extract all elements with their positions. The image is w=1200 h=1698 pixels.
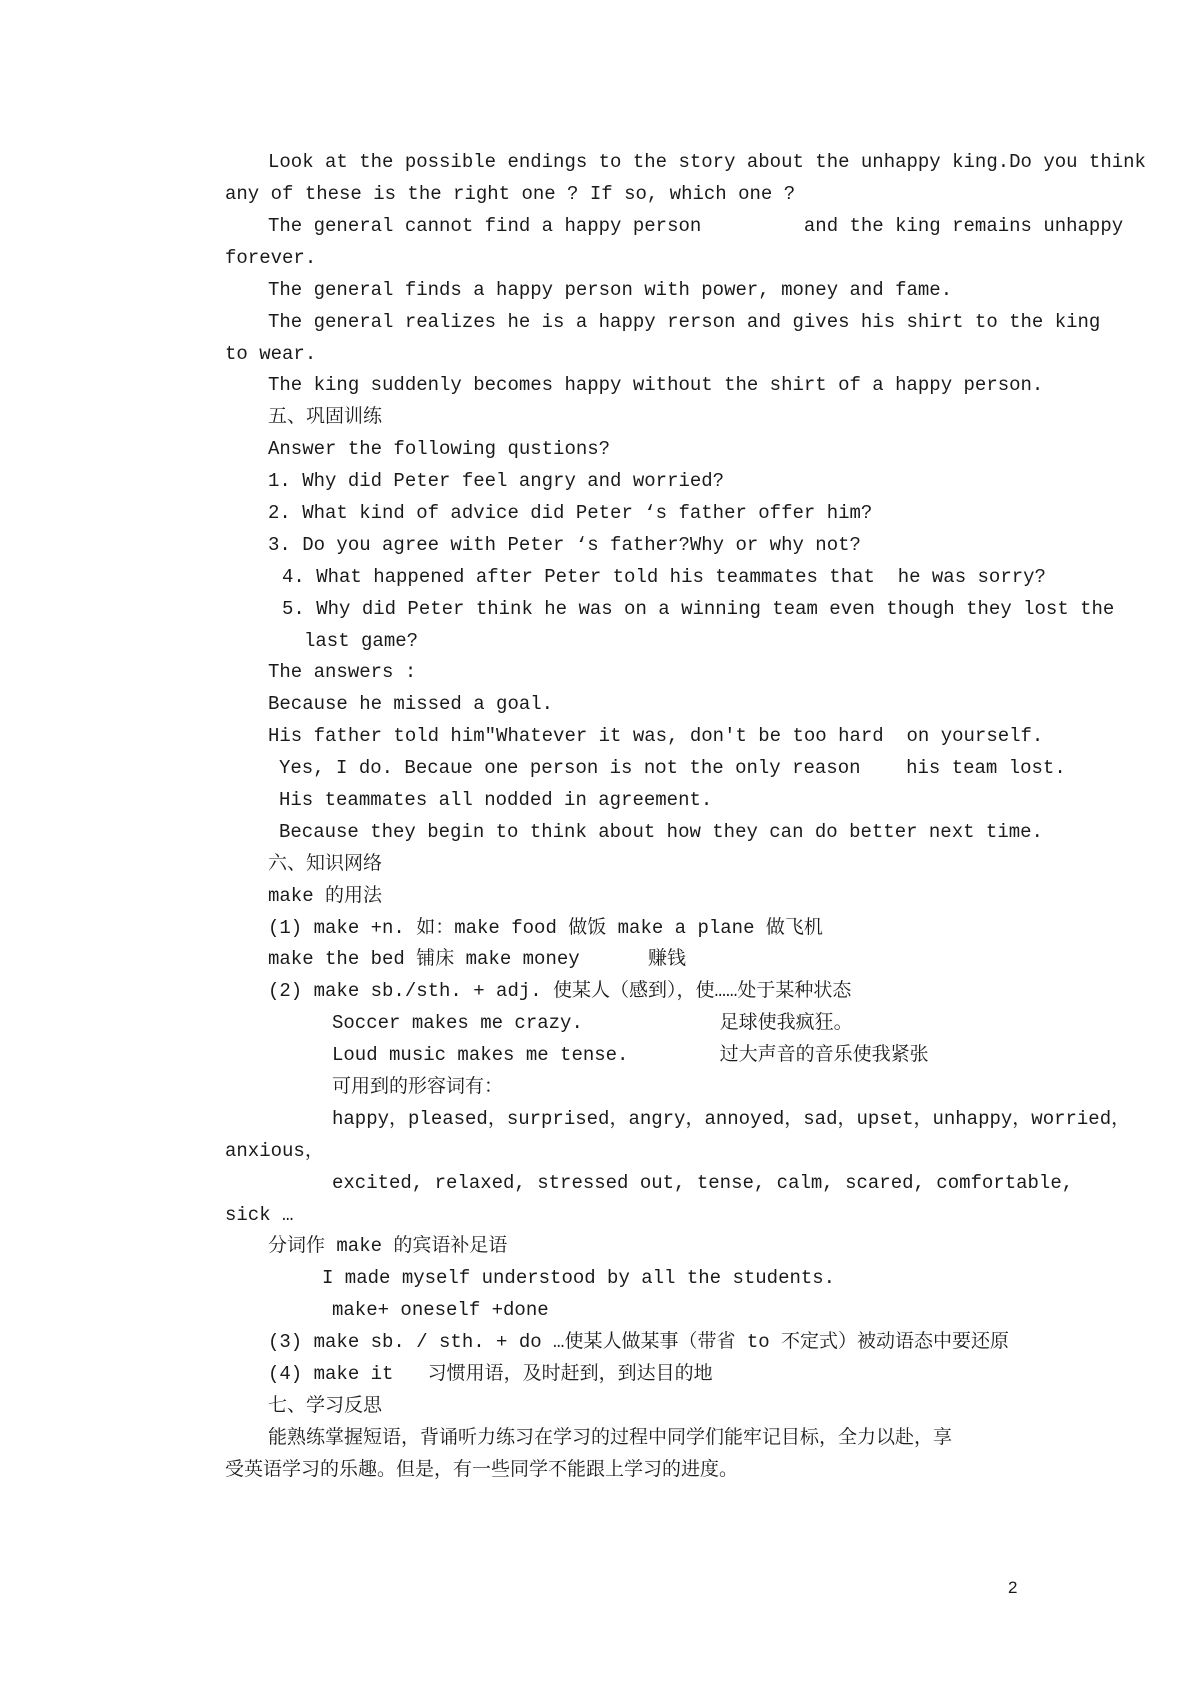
- text-line: 受英语学习的乐趣。但是，有一些同学不能跟上学习的进度。: [225, 1459, 739, 1481]
- text-line: Answer the following qustions?: [268, 438, 611, 460]
- text-line: make+ oneself +done: [332, 1299, 549, 1321]
- question-item: 2. What kind of advice did Peter ‘s father offer him?: [268, 502, 873, 524]
- page-number: 2: [1008, 1578, 1018, 1597]
- text-line: make 的用法: [268, 885, 383, 907]
- text-line: forever.: [225, 247, 317, 269]
- text-line: (4) make it 习惯用语，及时赶到，到达目的地: [268, 1363, 713, 1385]
- text-line: excited, relaxed, stressed out, tense, calm, scared, comfortable,: [332, 1172, 1074, 1194]
- question-item: 4. What happened after Peter told his teammates that he was sorry?: [282, 566, 1046, 588]
- text-line: anxious，: [225, 1140, 324, 1162]
- text-line: to wear.: [225, 343, 317, 365]
- section-heading: 五、巩固训练: [268, 406, 383, 428]
- text-line: make the bed 铺床 make money 赚钱: [268, 948, 687, 970]
- answer-item: His father told him"Whatever it was, don't be too hard on yourself.: [268, 725, 1044, 747]
- text-line: The answers :: [268, 661, 417, 683]
- answer-item: Because he missed a goal.: [268, 693, 554, 715]
- text-line: 可用到的形容词有：: [332, 1076, 504, 1098]
- text-line: 分词作 make 的宾语补足语: [268, 1235, 508, 1257]
- text-line: The general realizes he is a happy rerson and gives his shirt to the king: [268, 311, 1101, 333]
- text-line: sick …: [225, 1204, 294, 1226]
- text-line: 能熟练掌握短语，背诵听力练习在学习的过程中同学们能牢记目标，全力以赴，享: [268, 1427, 953, 1449]
- question-item: 5. Why did Peter think he was on a winning team even though they lost the: [282, 598, 1115, 620]
- text-line: (3) make sb. / sth. + do …使某人做某事（带省 to 不定式）被动语态中要还原: [268, 1331, 1010, 1353]
- text-line: Look at the possible endings to the story about the unhappy king.Do you think: [268, 151, 1146, 173]
- text-line: any of these is the right one ? If so, which one ?: [225, 183, 796, 205]
- text-line: (1) make +n. 如：make food 做饭 make a plane 做飞机: [268, 917, 823, 939]
- question-item: 3. Do you agree with Peter ‘s father?Why or why not?: [268, 534, 861, 556]
- text-line: Soccer makes me crazy. 足球使我疯狂。: [332, 1012, 853, 1034]
- answer-item: Yes, I do. Becaue one person is not the only reason his team lost.: [279, 757, 1066, 779]
- text-line: happy，pleased，surprised，angry，annoyed，sad，upset，unhappy，worried，: [332, 1108, 1131, 1130]
- answer-item: Because they begin to think about how they can do better next time.: [279, 821, 1043, 843]
- text-line: The general cannot find a happy person and the king remains unhappy: [268, 215, 1124, 237]
- text-line: The general finds a happy person with power, money and fame.: [268, 279, 953, 301]
- question-item: 1. Why did Peter feel angry and worried?: [268, 470, 725, 492]
- answer-item: His teammates all nodded in agreement.: [279, 789, 713, 811]
- section-heading: 七、学习反思: [268, 1395, 383, 1417]
- text-line: Loud music makes me tense. 过大声音的音乐使我紧张: [332, 1044, 929, 1066]
- text-line: last game?: [304, 630, 419, 652]
- section-heading: 六、知识网络: [268, 853, 383, 875]
- text-line: I made myself understood by all the students.: [322, 1267, 836, 1289]
- text-line: The king suddenly becomes happy without the shirt of a happy person.: [268, 374, 1044, 396]
- text-line: (2) make sb./sth. + adj. 使某人（感到），使……处于某种状态: [268, 980, 852, 1002]
